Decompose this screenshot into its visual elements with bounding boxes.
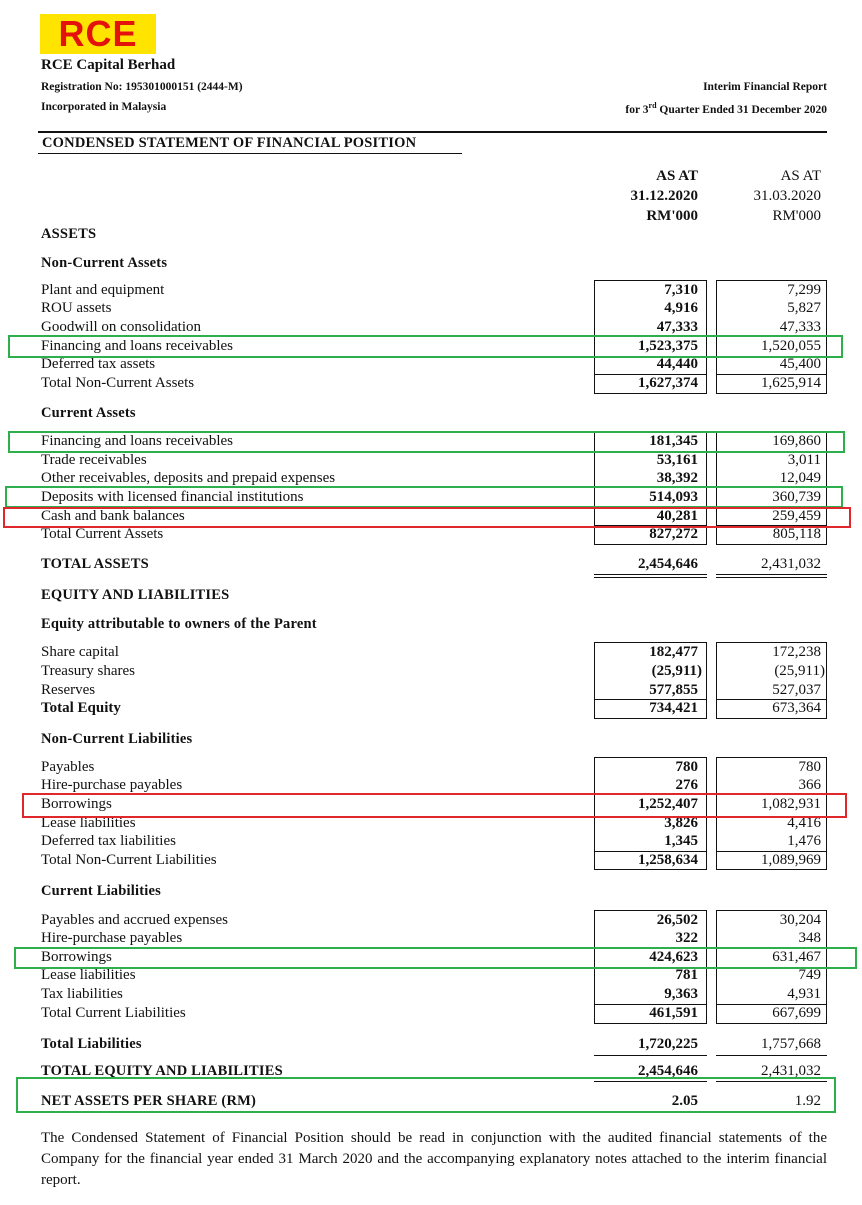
row-value-current: 577,855	[649, 682, 698, 698]
row-value-prior: 366	[798, 777, 821, 793]
row-value-prior: 12,049	[779, 470, 821, 486]
logo-text: RCE	[58, 13, 138, 54]
highlight-green-nca-financing	[8, 335, 843, 358]
row-value-current: 780	[675, 759, 698, 775]
total-equity-liabilities-label: TOTAL EQUITY AND LIABILITIES	[41, 1063, 283, 1079]
row-value-current: 53,161	[656, 452, 698, 468]
row-label: Total Non-Current Liabilities	[41, 852, 217, 868]
total-liabilities-rule-current	[594, 1055, 707, 1056]
row-value-current: 1,627,374	[638, 375, 698, 391]
row-label: Total Current Liabilities	[41, 1005, 186, 1021]
row-value-prior: 259,459	[772, 508, 821, 524]
row-label: Lease liabilities	[41, 967, 136, 983]
row-value-current: 47,333	[656, 319, 698, 335]
row-label: Cash and bank balances	[41, 508, 185, 524]
total-liabilities-rule-prior	[716, 1055, 827, 1056]
row-label: Borrowings	[41, 796, 112, 812]
row-value-current: 1,252,407	[638, 796, 698, 812]
incorporation: Incorporated in Malaysia	[41, 101, 167, 113]
section-equity-liabilities: EQUITY AND LIABILITIES	[41, 587, 230, 603]
row-value-prior: 172,238	[772, 644, 821, 660]
row-label: Total Equity	[41, 700, 121, 716]
highlight-green-nav	[16, 1077, 836, 1113]
total-assets-prior: 2,431,032	[761, 556, 821, 572]
column-heading-current: AS AT 31.12.2020 RM'000	[630, 168, 698, 224]
row-value-current: 7,310	[664, 282, 698, 298]
registration-number: Registration No: 195301000151 (2444-M)	[41, 81, 243, 93]
row-value-prior: 1,476	[787, 833, 821, 849]
total-liabilities-prior: 1,757,668	[761, 1036, 821, 1052]
row-value-current: 322	[675, 930, 698, 946]
row-value-current: 26,502	[656, 912, 698, 928]
row-value-prior: 667,699	[772, 1005, 821, 1021]
row-label: Other receivables, deposits and prepaid expenses	[41, 470, 336, 486]
row-value-prior: 1,082,931	[761, 796, 821, 812]
row-value-current: 461,591	[649, 1005, 698, 1021]
row-label: Tax liabilities	[41, 986, 123, 1002]
title-underline	[38, 153, 462, 154]
row-value-prior: 45,400	[779, 356, 821, 372]
document-title: CONDENSED STATEMENT OF FINANCIAL POSITION	[42, 135, 417, 151]
row-value-current: 1,523,375	[638, 338, 698, 354]
section-current-liabilities: Current Liabilities	[41, 883, 161, 899]
row-value-prior: 527,037	[772, 682, 821, 698]
report-title: Interim Financial Report	[703, 81, 827, 93]
company-logo	[40, 14, 156, 54]
row-value-current: 734,421	[649, 700, 698, 716]
row-value-prior: 30,204	[779, 912, 821, 928]
total-assets-double-rule-prior	[716, 577, 827, 578]
row-label: Plant and equipment	[41, 282, 165, 298]
row-label: Total Current Assets	[41, 526, 164, 542]
row-value-current: 781	[675, 967, 698, 983]
nav-per-share-label: NET ASSETS PER SHARE (RM)	[41, 1093, 257, 1109]
row-label: Payables and accrued expenses	[41, 912, 229, 928]
row-value-prior: 631,467	[772, 949, 821, 965]
row-value-current: 276	[675, 777, 698, 793]
row-value-prior: 3,011	[787, 452, 821, 468]
section-assets: ASSETS	[41, 226, 97, 242]
row-value-current: 3,826	[664, 815, 698, 831]
highlight-green-ca-financing	[8, 431, 845, 453]
row-label: Lease liabilities	[41, 815, 136, 831]
total-assets-rule-current	[594, 574, 707, 575]
row-label: ROU assets	[41, 300, 112, 316]
row-value-prior: 673,364	[772, 700, 821, 716]
row-label: Hire-purchase payables	[41, 777, 183, 793]
row-value-current: 44,440	[656, 356, 698, 372]
row-value-prior: 749	[798, 967, 821, 983]
column-heading-prior: AS AT 31.03.2020 RM'000	[753, 168, 821, 224]
section-current-assets: Current Assets	[41, 405, 136, 421]
row-value-prior: 47,333	[779, 319, 821, 335]
total-assets-rule-prior	[716, 574, 827, 575]
company-name: RCE Capital Berhad	[41, 57, 176, 73]
row-value-prior: 1,625,914	[761, 375, 821, 391]
row-label: Borrowings	[41, 949, 112, 965]
row-label: Share capital	[41, 644, 119, 660]
total-assets-double-rule-current	[594, 577, 707, 578]
row-value-current: 1,258,634	[638, 852, 698, 868]
nav-per-share-current: 2.05	[671, 1093, 698, 1109]
row-value-current: (25,911)	[651, 663, 702, 679]
row-value-prior: 1,089,969	[761, 852, 821, 868]
total-liabilities-label: Total Liabilities	[41, 1036, 142, 1052]
header-rule	[38, 131, 827, 133]
total-equity-liabilities-current: 2,454,646	[638, 1063, 698, 1079]
row-value-current: 181,345	[649, 433, 698, 449]
row-value-prior: (25,911)	[774, 663, 825, 679]
row-value-prior: 1,520,055	[761, 338, 821, 354]
row-value-prior: 805,118	[772, 526, 821, 542]
section-non-current-liabilities: Non-Current Liabilities	[41, 731, 193, 747]
row-value-prior: 360,739	[772, 489, 821, 505]
report-period: for 3rd Quarter Ended 31 December 2020	[625, 101, 827, 116]
section-non-current-assets: Non-Current Assets	[41, 255, 168, 271]
highlight-red-nc-borrowings	[22, 793, 847, 818]
row-value-current: 1,345	[664, 833, 698, 849]
row-value-current: 827,272	[649, 526, 698, 542]
row-value-prior: 4,931	[787, 986, 821, 1002]
row-value-current: 9,363	[664, 986, 698, 1002]
nav-per-share-prior: 1.92	[794, 1093, 821, 1109]
highlight-green-deposits	[5, 486, 843, 508]
highlight-green-c-borrowings	[14, 947, 857, 969]
row-value-current: 514,093	[649, 489, 698, 505]
row-label: Deposits with licensed financial institutions	[41, 489, 304, 505]
total-liabilities-current: 1,720,225	[638, 1036, 698, 1052]
row-label: Payables	[41, 759, 95, 775]
highlight-red-cash	[3, 507, 851, 528]
row-value-prior: 7,299	[787, 282, 821, 298]
row-label: Total Non-Current Assets	[41, 375, 195, 391]
row-label: Treasury shares	[41, 663, 136, 679]
row-value-current: 4,916	[664, 300, 698, 316]
total-assets-label: TOTAL ASSETS	[41, 556, 149, 572]
total-equity-liabilities-prior: 2,431,032	[761, 1063, 821, 1079]
row-label: Financing and loans receivables	[41, 433, 234, 449]
row-label: Trade receivables	[41, 452, 147, 468]
row-value-prior: 4,416	[787, 815, 821, 831]
row-label: Goodwill on consolidation	[41, 319, 201, 335]
row-value-current: 38,392	[656, 470, 698, 486]
row-value-current: 424,623	[649, 949, 698, 965]
row-label: Hire-purchase payables	[41, 930, 183, 946]
row-label: Financing and loans receivables	[41, 338, 234, 354]
row-label: Deferred tax assets	[41, 356, 156, 372]
row-value-prior: 169,860	[772, 433, 821, 449]
row-value-prior: 348	[798, 930, 821, 946]
total-assets-current: 2,454,646	[638, 556, 698, 572]
row-label: Deferred tax liabilities	[41, 833, 176, 849]
row-value-current: 40,281	[656, 508, 698, 524]
row-label: Reserves	[41, 682, 96, 698]
row-value-current: 182,477	[649, 644, 698, 660]
footer-note: The Condensed Statement of Financial Position should be read in conjunction with the audited financial statements of the Company for the financial year ended 31 March 2020 and the accompanying explanatory notes attached to the interim financial report.	[41, 1130, 827, 1188]
section-equity-owners: Equity attributable to owners of the Parent	[41, 616, 317, 632]
row-value-prior: 5,827	[787, 300, 821, 316]
row-value-prior: 780	[798, 759, 821, 775]
